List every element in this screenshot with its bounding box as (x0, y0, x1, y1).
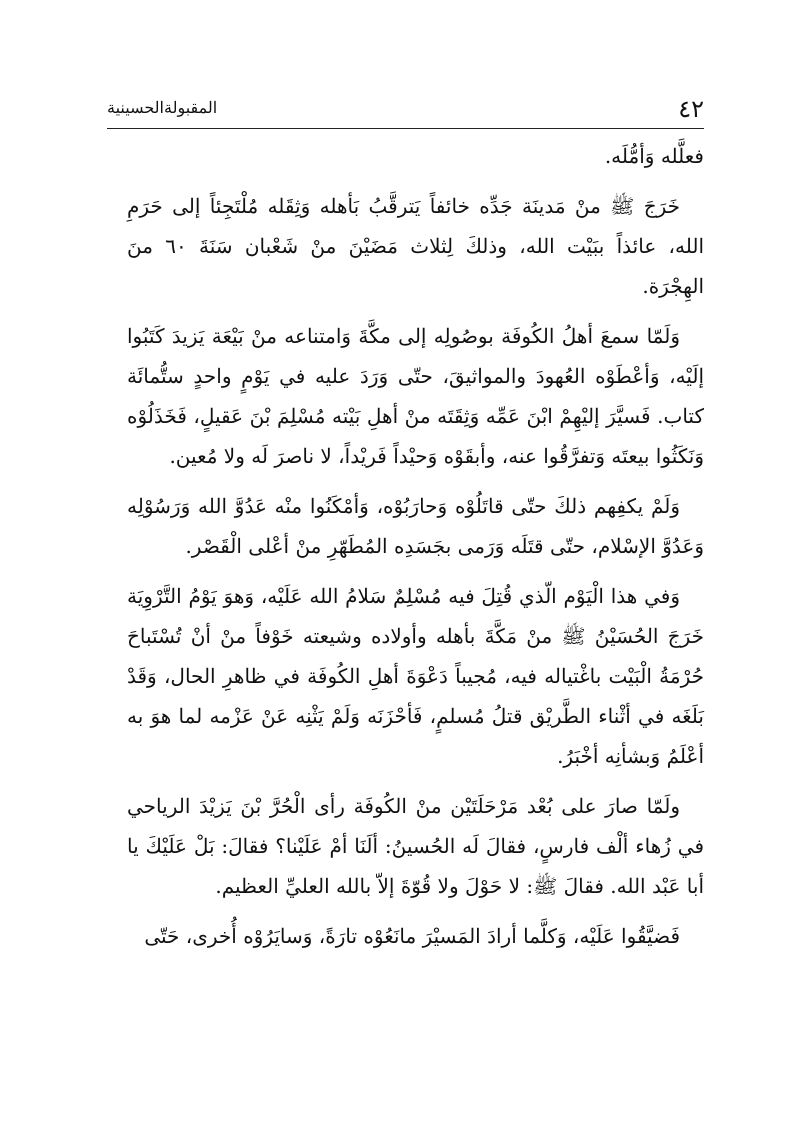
paragraph-5: وَفي هذا الْيَوْم الّذي قُتِلَ فيه مُسْلِمٌ سَلامُ الله عَلَيْه، وَهوَ يَوْمُ التَّرْوِيَة خَرَجَ الحُسَيْنُ ﷺ منْ مَكَّةَ بأهله وأولاده وشيعته خَوْفاً منْ أنْ تُسْتَباحَ حُرْمَةُ الْبَيْت باغْتياله فيه، مُجيباً دَعْوَةَ أهلِ الكُوفَة في ظاهرِ الحال، وَقَدْ بَلَغَه في أثْناء الطَّريْق قتلُ مُسلمٍ، فَأحْزَنَه وَلَمْ يَثْنِه عَنْ عَزْمه لما هوَ به أعْلَمُ وَبشأنِه أخْبَرُ. (127, 584, 704, 768)
page-header (107, 93, 704, 125)
paragraph-6: ولَمّا صارَ على بُعْد مَرْحَلَتَيْن منْ الكُوفَة رأى الْحُرَّ بْنَ يَزيْدَ الرياحي في زُهاء ألْف فارسٍ، فقالَ لَه الحُسينُ: ألَنَا أمْ عَلَيْنا؟ فقالَ: بَلْ عَلَيْكَ يا أبا عَبْد الله. فقالَ ﷺ: لا حَوْلَ ولا قُوّةَ إلاّ بالله العليِّ العظيم. (127, 794, 705, 898)
running-title: المقبولةالحسينية (107, 98, 218, 117)
paragraph-1: فعلَّله وَأمُّلَه. (604, 144, 704, 168)
paragraph-2: خَرَجَ ﷺ منْ مَدينَة جَدِّه خائفاً يَترقَّبُ بَأهله وَثِقَله مُلْتَجِئاً إلى حَرَمِ الله، عائذاً ببَيْت الله، وذلكَ لِثلاث مَضَيْنَ منْ شَعْبان سَنَةَ ٦٠ منَ الهِجْرَة. (127, 194, 705, 298)
header-divider (107, 128, 704, 129)
paragraph-4: وَلَمْ يكفِهم ذلكَ حتّى قاتَلُوْه وَحارَبُوْه، وَأمْكَنُوا منْه عَدُوَّ الله وَرَسُوْلِه وَعَدُوَّ الإسْلام، حتّى قتَلَه وَرَمى بجَسَدِه المُطَهّرِ منْ أعْلى الْقَصْر. (127, 494, 704, 558)
page-number: ٤٢ (678, 95, 704, 123)
paragraph-3: وَلَمّا سمعَ أهلُ الكُوفَة بوصُولِه إلى مكَّةَ وَامتناعه منْ بَيْعَة يَزيدَ كَتَبُوا إلَيْه، وَأعْطَوْه العُهودَ والمواثيقَ، حتّى وَرَدَ عليه في يَوْمٍ واحدٍ ستُّمائَة كتاب. فَسيَّرَ إليْهِمْ ابْنَ عَمِّه وَثِقَتَه منْ أهلِ بَيْته مُسْلِمَ بْنَ عَقيلٍ، فَخَذَلُوْه وَنَكَثُوا بيعتَه وَتفرَّقُوا عنه، وأبقَوْه وَحيْداً فَريْداً، لا ناصرَ لَه ولا مُعين. (127, 324, 705, 468)
page-body (127, 136, 704, 966)
paragraph-7: فَضيَّقُوا عَلَيْه، وَكلَّما أرادَ المَسيْرَ مانَعُوْه تارَةً، وَسايَرُوْه أُخرى، حَتّى (144, 924, 680, 948)
